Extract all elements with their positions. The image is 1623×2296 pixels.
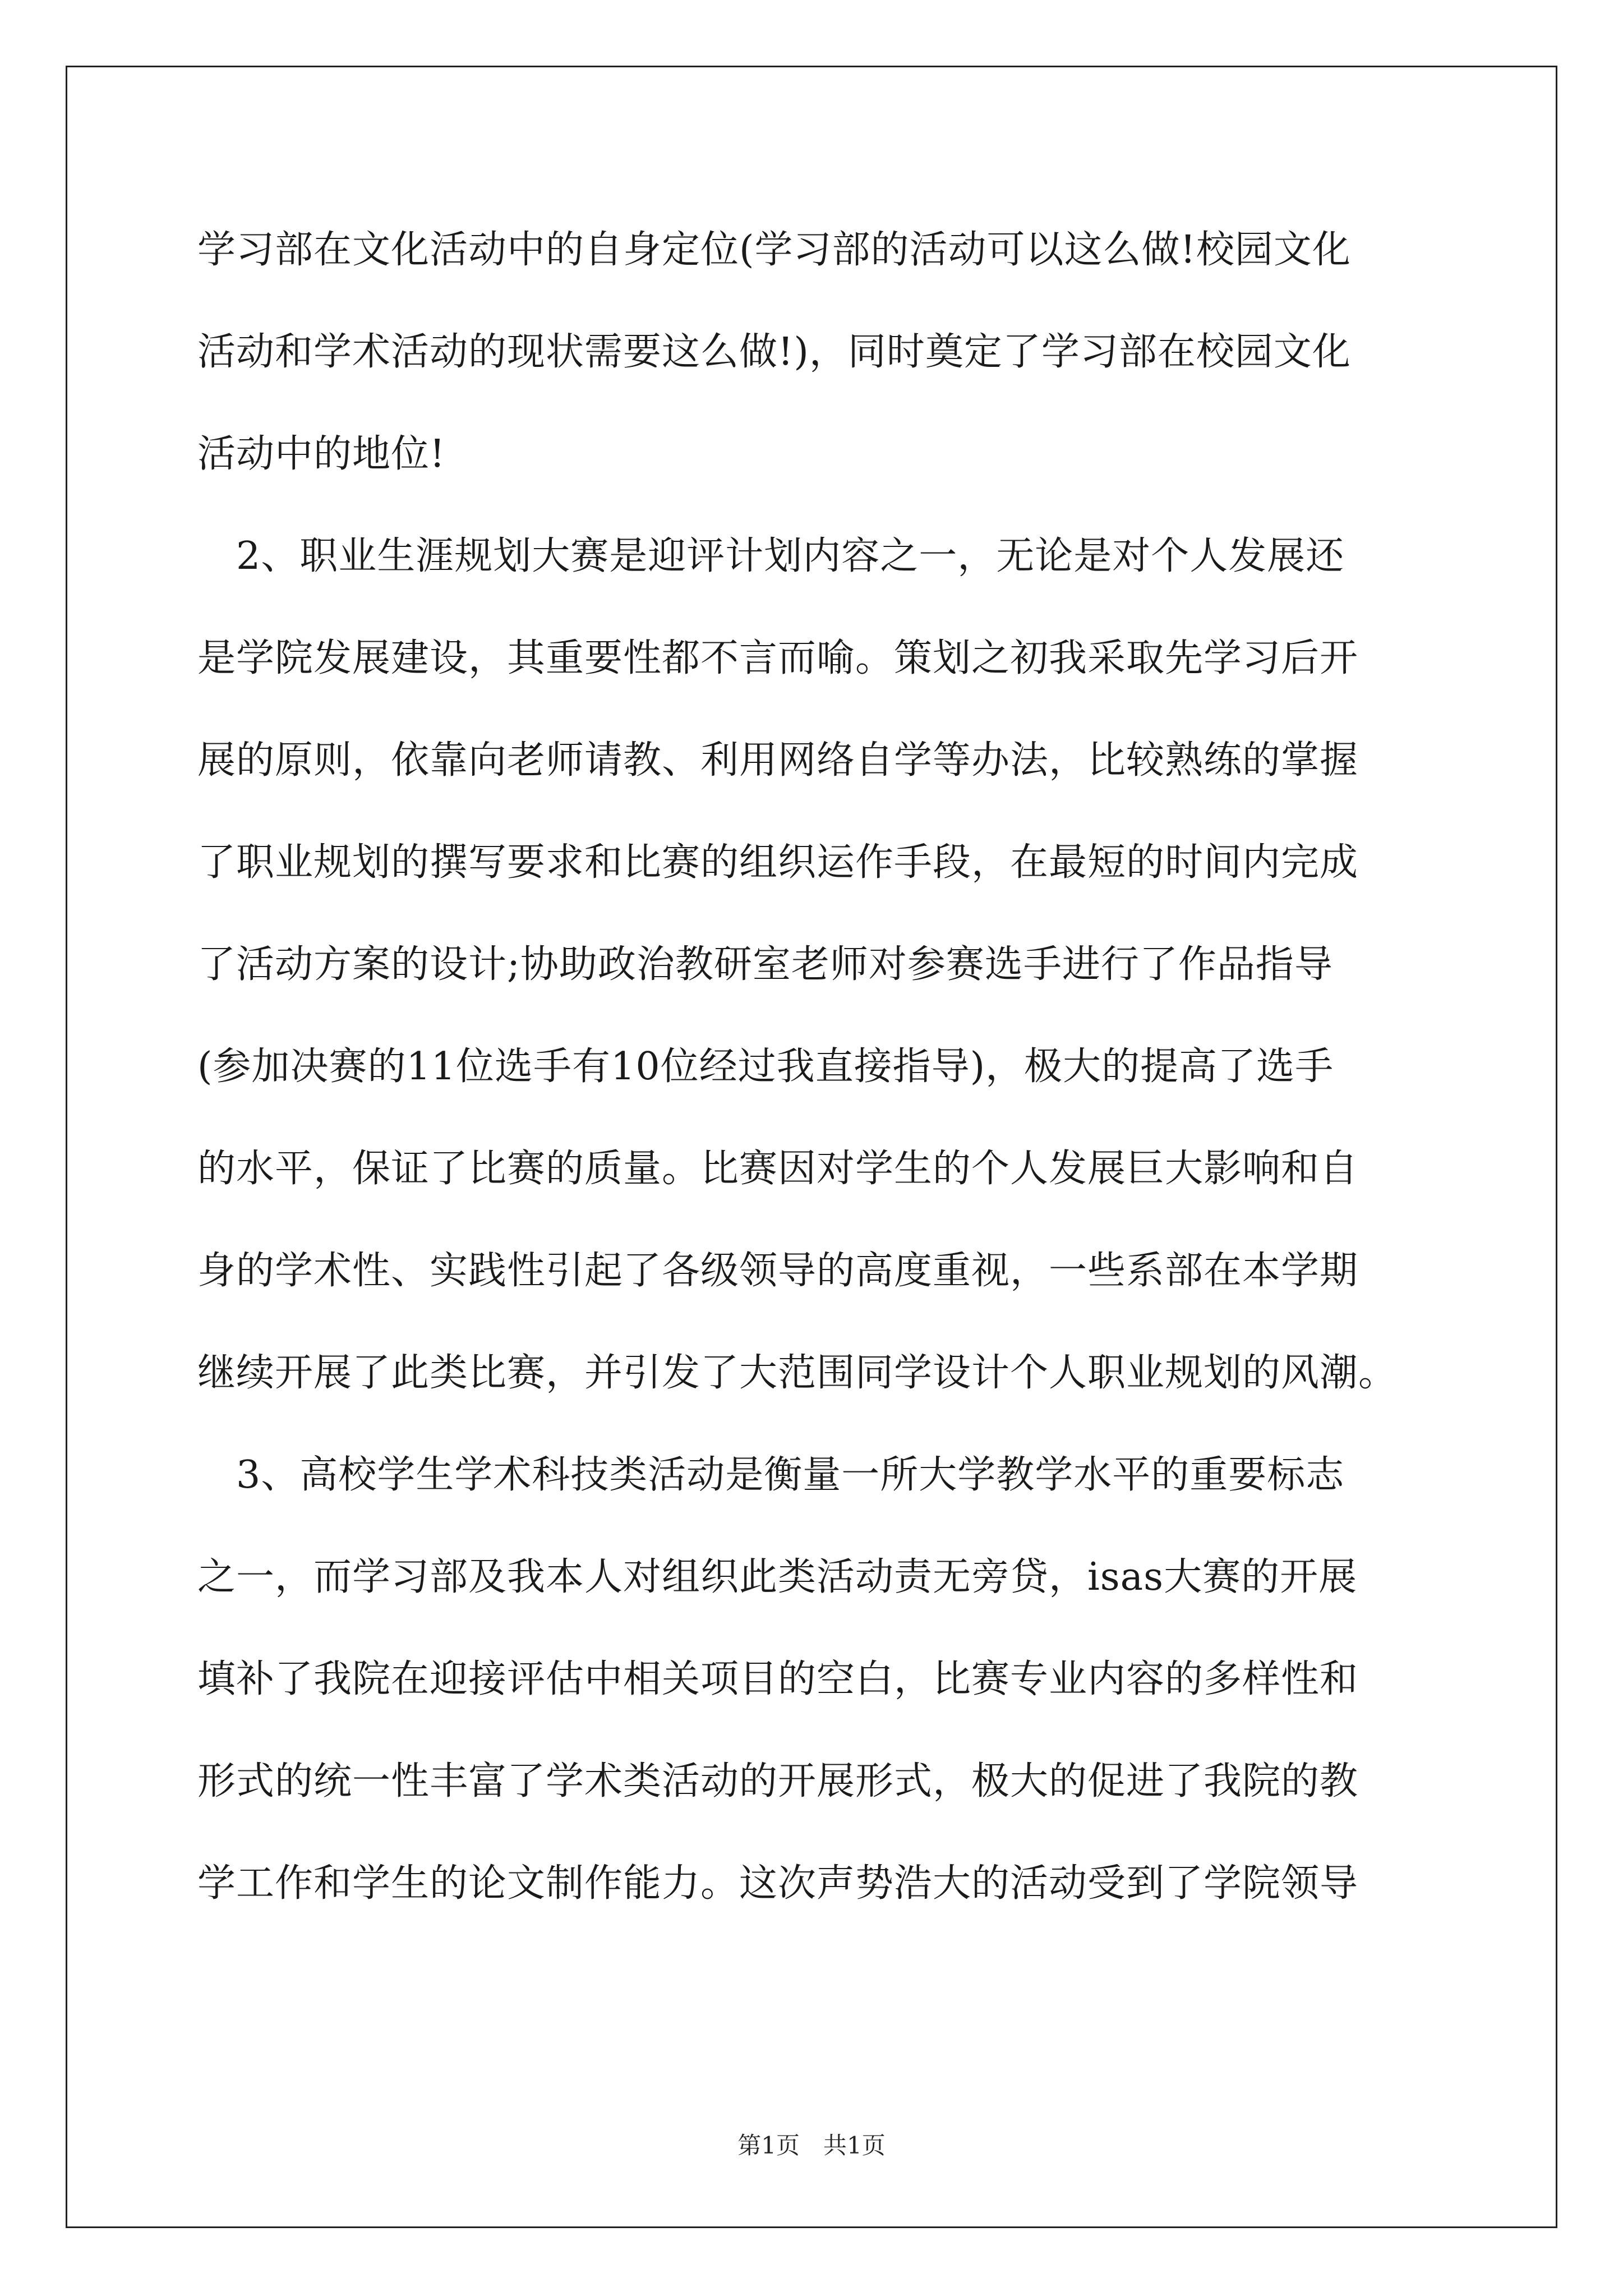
text-line-13: 3、高校学生学术科技类活动是衡量一所大学教学水平的重要标志 <box>197 1453 1345 1497</box>
text-line-1: 学习部在文化活动中的自身定位(学习部的活动可以这么做!校园文化 <box>197 228 1351 272</box>
text-line-16: 形式的统一性丰富了学术类活动的开展形式，极大的促进了我院的教 <box>197 1759 1359 1803</box>
text-line-5: 是学院发展建设，其重要性都不言而喻。策划之初我采取先学习后开 <box>197 636 1359 680</box>
text-line-2: 活动和学术活动的现状需要这么做!)，同时奠定了学习部在校园文化 <box>197 330 1351 374</box>
text-line-7: 了职业规划的撰写要求和比赛的组织运作手段，在最短的时间内完成 <box>197 840 1359 885</box>
text-line-12: 继续开展了此类比赛，并引发了大范围同学设计个人职业规划的风潮。 <box>197 1351 1398 1395</box>
text-line-9: (参加决赛的11位选手有10位经过我直接指导)，极大的提高了选手 <box>197 1045 1334 1089</box>
text-line-17: 学工作和学生的论文制作能力。这次声势浩大的活动受到了学院领导 <box>197 1861 1359 1906</box>
text-line-15: 填补了我院在迎接评估中相关项目的空白，比赛专业内容的多样性和 <box>197 1657 1359 1701</box>
text-line-14: 之一，而学习部及我本人对组织此类活动责无旁贷，isas大赛的开展 <box>197 1555 1358 1599</box>
document-body <box>197 217 1431 1952</box>
text-line-6: 展的原则，依靠向老师请教、利用网络自学等办法，比较熟练的掌握 <box>197 738 1359 783</box>
page-footer: 第1页 共1页 <box>737 2132 886 2159</box>
text-line-4: 2、职业生涯规划大赛是迎评计划内容之一，无论是对个人发展还 <box>197 534 1345 578</box>
text-line-8: 了活动方案的设计;协助政治教研室老师对参赛选手进行了作品指导 <box>197 942 1333 987</box>
text-line-3: 活动中的地位! <box>197 432 446 476</box>
text-line-10: 的水平，保证了比赛的质量。比赛因对学生的个人发展巨大影响和自 <box>197 1147 1359 1191</box>
text-line-11: 身的学术性、实践性引起了各级领导的高度重视，一些系部在本学期 <box>197 1249 1359 1293</box>
